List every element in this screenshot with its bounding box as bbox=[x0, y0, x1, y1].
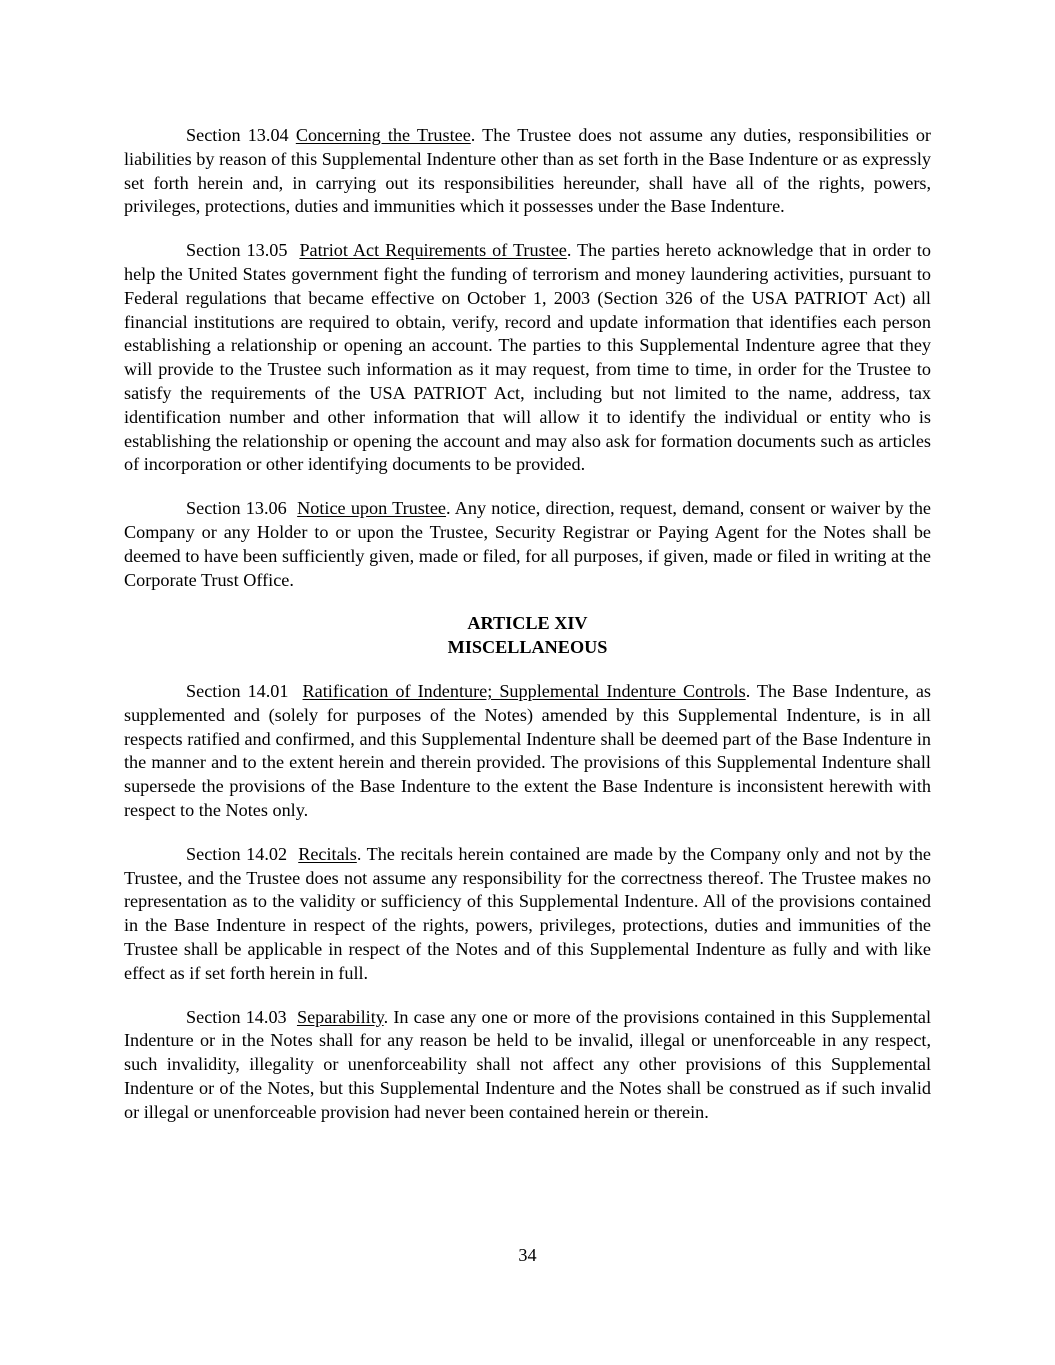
section-body: . The parties hereto acknowledge that in order to help the United States government fight the funding of terrorism and money laundering activities, pursuant to Federal regulations that became effective on October 1, 2003 (Section 326 of the USA PATRIOT Act) all financial institutions are required to obtain, verify, record and update information that identifies each person establishing a relationship or opening an account. The parties to this Supplemental Indenture agree that they will provide to the Trustee such information as it may request, from time to time, in order for the Trustee to satisfy the requirements of the USA PATRIOT Act, including but not limited to the name, address, tax identification number and other information that will allow it to identify the individual or entity who is establishing the relationship or opening the account and may also ask for formation documents such as articles of incorporation or other identifying documents to be provided. bbox=[124, 240, 932, 475]
section-body: . In case any one or more of the provisions contained in this Supplemental Indenture or in the Notes shall for any reason be held to be invalid, illegal or unenforceable in any respect, such invalidity, illegality or unenforceability shall not affect any other provisions of this Supplemental Indenture or of the Notes, but this Supplemental Indenture and the Notes shall be construed as if such invalid or illegal or unenforceable provision had never been contained herein or therein. bbox=[124, 1006, 932, 1122]
section-body: . The recitals herein contained are made by the Company only and not by the Trustee, and the Trustee does not assume any responsibility for the correctness thereof. The Trustee makes no representation as to the validity or sufficiency of this Supplemental Indenture. All of the provisions contained in the Base Indenture in respect of the rights, powers, privileges, protections, duties and immunities of the Trustee shall be applicable in respect of the Notes and of this Supplemental Indenture as fully and with like effect as if set forth herein in full. bbox=[124, 843, 931, 983]
section-13-05 bbox=[124, 239, 931, 477]
document-page bbox=[124, 124, 931, 1144]
section-title: Ratification of Indenture; Supplemental Indenture Controls bbox=[302, 680, 746, 701]
section-title: Patriot Act Requirements of Trustee bbox=[299, 240, 567, 261]
section-title: Notice upon Trustee bbox=[297, 498, 446, 519]
section-13-04 bbox=[124, 124, 931, 219]
section-number: Section 13.06 bbox=[186, 498, 287, 519]
section-body: . The Base Indenture, as supplemented and (solely for purposes of the Notes) amended by this Supplemental Indenture, is in all respects ratified and confirmed, and this Supplemental Indenture shall be deemed part of the Base Indenture in the manner and to the extent herein and therein provided. The provisions of this Supplemental Indenture shall supersede the provisions of the Base Indenture to the extent the Base Indenture is inconsistent herewith with respect to the Notes only. bbox=[124, 680, 931, 820]
section-number: Section 14.03 bbox=[186, 1006, 287, 1027]
section-body: . The Trustee does not assume any duties, responsibilities or liabilities by reason of this Supplemental Indenture other than as set forth in the Base Indenture or as expressly set forth herein and, in carrying out its responsibilities hereunder, shall have all of the rights, powers, privileges, protections, duties and immunities which it possesses under the Base Indenture. bbox=[124, 125, 931, 217]
article-heading bbox=[124, 612, 931, 660]
article-number: ARTICLE XIV bbox=[467, 613, 588, 634]
article-name: MISCELLANEOUS bbox=[447, 637, 608, 658]
section-title: Separability bbox=[296, 1006, 384, 1027]
section-number: Section 13.05 bbox=[186, 240, 288, 261]
section-number: Section 13.04 bbox=[186, 125, 289, 145]
section-13-06 bbox=[124, 497, 931, 592]
section-number: Section 14.01 bbox=[186, 680, 289, 701]
page-number: 34 bbox=[518, 1245, 537, 1265]
section-title: Recitals bbox=[298, 843, 357, 864]
section-14-02 bbox=[124, 843, 931, 986]
section-number: Section 14.02 bbox=[186, 843, 288, 864]
section-14-01 bbox=[124, 680, 931, 823]
section-title: Concerning the Trustee bbox=[295, 125, 471, 145]
section-body: . Any notice, direction, request, demand, consent or waiver by the Company or any Holder to or upon the Trustee, Security Registrar or Paying Agent for the Notes shall be deemed to have been sufficiently given, made or filed, for all purposes, if given, made or filed in writing at the Corporate Trust Office. bbox=[124, 498, 931, 590]
section-14-03 bbox=[124, 1006, 931, 1125]
